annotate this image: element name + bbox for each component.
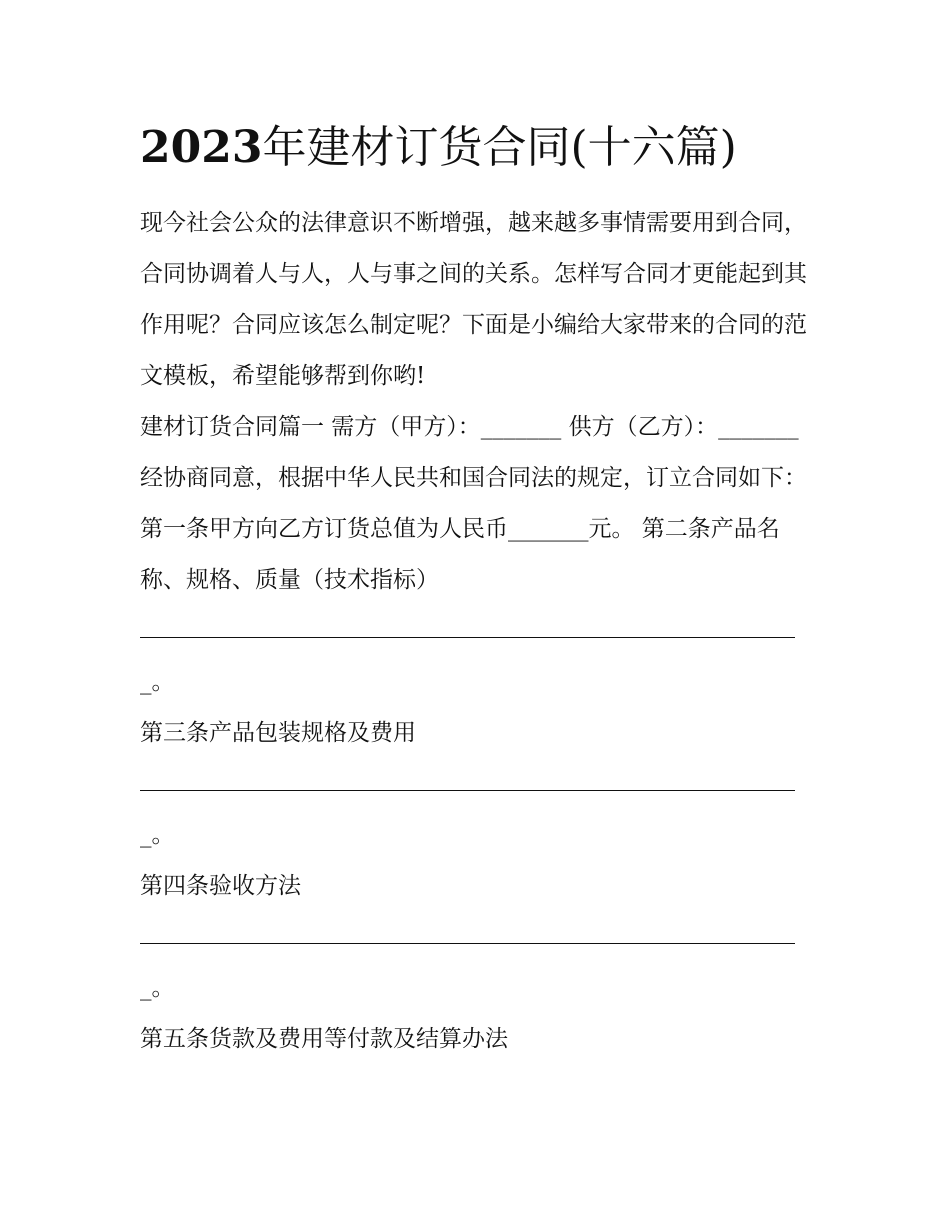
- article-4-paragraph: 第四条验收方法: [140, 873, 301, 899]
- intro-paragraph: 现今社会公众的法律意识不断增强，越来越多事情需要用到合同，合同协调着人与人，人与事之间的关系。怎样写合同才更能起到其作用呢？合同应该怎么制定呢？下面是小编给大家带来的合同的范文模板，希望能够帮到你哟!: [140, 210, 807, 389]
- article-1-2-paragraph: 第一条甲方向乙方订货总值为人民币_______元。 第二条产品名称、规格、质量（技术指标）: [140, 516, 780, 593]
- blank-end-1: _。: [140, 669, 175, 695]
- article-3-paragraph: 第三条产品包装规格及费用: [140, 720, 416, 746]
- blank-end-3: _。: [140, 975, 175, 1001]
- title-text: 年建材订货合同(十六篇): [262, 122, 737, 173]
- blank-line-3: [140, 912, 795, 963]
- document-body: [140, 198, 810, 1065]
- title-year: 2023: [140, 122, 263, 173]
- document-title: [140, 118, 840, 178]
- blank-end-2: _。: [140, 822, 175, 848]
- blank-line-1: [140, 606, 795, 657]
- article-5-paragraph: 第五条货款及费用等付款及结算办法: [140, 1026, 508, 1052]
- blank-line-2: [140, 759, 795, 810]
- contract-intro-paragraph: 建材订货合同篇一 需方（甲方）：_______ 供方（乙方）：_______ 经协商同意，根据中华人民共和国合同法的规定，订立合同如下：: [140, 414, 807, 491]
